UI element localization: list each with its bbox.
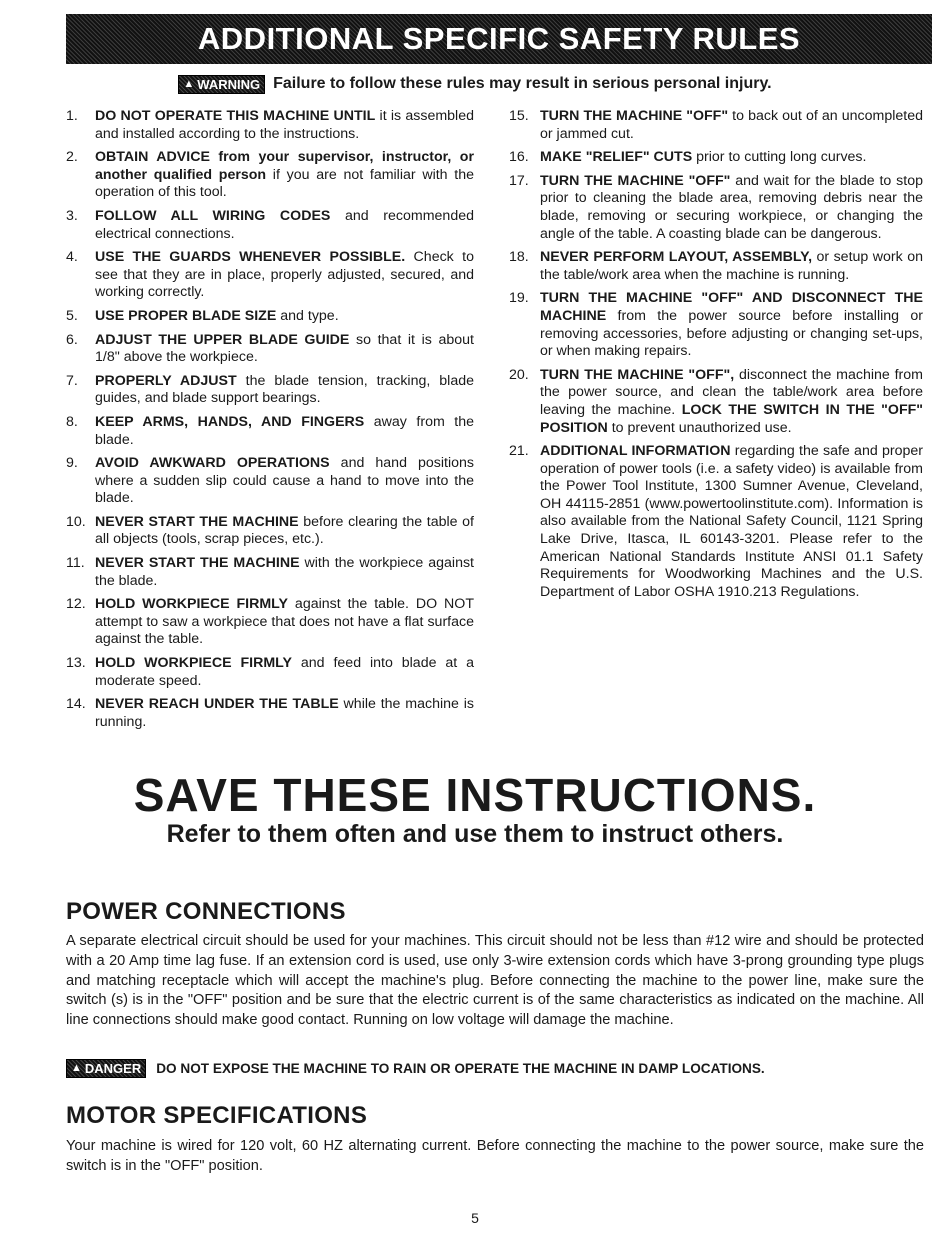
warning-badge xyxy=(178,75,265,94)
rule-item xyxy=(66,414,474,449)
danger-triangle-icon: ▲ xyxy=(71,1062,82,1074)
rule-item xyxy=(66,308,474,326)
rule-item xyxy=(66,514,474,549)
rule-number: 5. xyxy=(66,307,78,324)
rule-emphasis: USE PROPER BLADE SIZE xyxy=(95,307,277,324)
rule-emphasis: NEVER REACH UNDER THE TABLE xyxy=(95,696,339,713)
rule-text xyxy=(95,149,474,202)
rule-item xyxy=(509,149,923,167)
rule-item xyxy=(509,443,923,601)
rule-number: 9. xyxy=(66,455,78,472)
rule-body: away from the blade. xyxy=(95,413,475,448)
rule-number: 11. xyxy=(66,555,85,572)
rule-text xyxy=(95,596,474,649)
banner-title: ADDITIONAL SPECIFIC SAFETY RULES xyxy=(197,21,801,56)
rule-number: 20. xyxy=(509,366,529,383)
rule-item xyxy=(66,455,474,508)
save-instructions-subtitle: Refer to them often and use them to instruct others. xyxy=(166,820,784,848)
rule-item xyxy=(66,655,474,690)
rule-emphasis: NEVER PERFORM LAYOUT, ASSEMBLY, xyxy=(540,249,813,266)
rule-number: 12. xyxy=(66,596,86,613)
rule-item xyxy=(509,173,923,243)
rule-body: to prevent unauthorized use. xyxy=(607,419,792,436)
rule-number: 7. xyxy=(66,372,78,389)
rule-emphasis: OBTAIN ADVICE from your supervisor, instructor, or another qualified person xyxy=(95,149,474,183)
rule-item xyxy=(509,108,923,143)
rule-number: 3. xyxy=(66,207,78,224)
rule-text xyxy=(95,655,474,690)
rule-emphasis: ADJUST THE UPPER BLADE GUIDE xyxy=(95,331,350,348)
rule-emphasis: TURN THE MACHINE "OFF", xyxy=(540,366,735,383)
rule-item xyxy=(66,108,474,143)
rule-emphasis: DO NOT OPERATE THIS MACHINE UNTIL xyxy=(95,108,376,124)
rule-number: 4. xyxy=(66,249,78,266)
rule-emphasis: FOLLOW ALL WIRING CODES xyxy=(95,207,331,224)
rule-body: regarding the safe and proper operation of power tools (i.e. a safety video) is available from the Power Tool Institute, 1300 Sumner Avenue, Cleveland, OH 44115-2851 (www.powertoolinstitute.com). Information is also available from the National Safety Council, 1121 Spring Lake Drive, Itasca, IL 60143-3201. Please refer to the American National Standards Institute ANSI 01.1 Safety Requirements for Woodworking Machines and the U.S. Department of Labor OSHA 1910.213 Regulations. xyxy=(540,443,924,600)
rule-body: if you are not familiar with the operation of this tool. xyxy=(95,166,474,201)
rule-number: 15. xyxy=(509,108,529,124)
rule-item xyxy=(66,149,474,202)
rule-item xyxy=(66,208,474,243)
rule-text xyxy=(540,443,923,601)
rule-emphasis: USE THE GUARDS WHENEVER POSSIBLE. xyxy=(95,249,406,266)
rule-emphasis: KEEP ARMS, HANDS, AND FINGERS xyxy=(95,413,365,430)
power-connections-heading: POWER CONNECTIONS xyxy=(66,898,346,925)
rule-body: disconnect the machine from the power source, and clean the table/work area before leaving the machine. xyxy=(540,366,923,418)
warning-text: Failure to follow these rules may result in serious personal injury. xyxy=(273,75,772,92)
motor-specifications-heading: MOTOR SPECIFICATIONS xyxy=(66,1102,368,1129)
rule-text xyxy=(95,208,474,243)
rule-text xyxy=(95,514,474,549)
rule-text xyxy=(95,308,474,326)
rule-number: 10. xyxy=(66,513,86,530)
rule-body: and hand positions where a sudden slip could cause a hand to move into the blade. xyxy=(95,455,474,507)
rule-body: while the machine is running. xyxy=(95,696,474,730)
rule-body: and recommended electrical connections. xyxy=(95,207,474,242)
warning-badge-label: WARNING xyxy=(197,76,261,92)
rule-text xyxy=(95,696,474,731)
page-number: 5 xyxy=(471,1210,479,1226)
rule-number: 16. xyxy=(509,149,529,166)
rule-number: 19. xyxy=(509,290,529,307)
rule-text xyxy=(540,149,923,167)
rule-number: 14. xyxy=(66,696,86,713)
rule-item xyxy=(66,596,474,649)
rule-body: Check to see that they are in place, properly adjusted, secured, and working correctly. xyxy=(95,249,474,301)
rule-emphasis: PROPERLY ADJUST xyxy=(95,372,237,389)
rule-emphasis: ADDITIONAL INFORMATION xyxy=(540,443,731,460)
rule-item xyxy=(66,373,474,408)
rule-text xyxy=(540,108,923,143)
danger-badge xyxy=(66,1059,146,1078)
rule-number: 13. xyxy=(66,655,86,672)
rule-body: the blade tension, tracking, blade guides, and blade support bearings. xyxy=(95,372,474,407)
rule-item xyxy=(66,696,474,731)
rule-text xyxy=(540,290,923,360)
rule-body: against the table. DO NOT attempt to saw a workpiece that does not have a flat surface against the table. xyxy=(95,596,474,648)
rule-number: 6. xyxy=(66,331,78,348)
rule-text xyxy=(540,367,923,437)
warning-line xyxy=(0,72,950,96)
rule-number: 18. xyxy=(509,249,529,266)
rule-number: 17. xyxy=(509,172,529,189)
rule-text xyxy=(95,249,474,302)
rule-item xyxy=(509,290,923,360)
rule-body: or setup work on the table/work area when the machine is running. xyxy=(540,249,923,283)
rule-number: 1. xyxy=(66,108,78,124)
save-instructions-title: SAVE THESE INSTRUCTIONS. xyxy=(133,769,817,821)
rule-body: to back out of an uncompleted or jammed cut. xyxy=(540,108,923,142)
rule-body: it is assembled and installed according to the instructions. xyxy=(95,108,474,142)
rule-emphasis: HOLD WORKPIECE FIRMLY xyxy=(95,655,292,672)
rule-body: prior to cutting long curves. xyxy=(692,149,867,166)
rule-text xyxy=(95,455,474,508)
rules-right-column xyxy=(509,108,923,607)
rule-text xyxy=(540,249,923,284)
rule-emphasis: TURN THE MACHINE "OFF" xyxy=(540,172,731,189)
rule-number: 2. xyxy=(66,149,78,166)
rule-text xyxy=(95,414,474,449)
rule-text xyxy=(95,555,474,590)
rule-body: before clearing the table of all objects (tools, scrap pieces, etc.). xyxy=(95,513,474,548)
rule-emphasis: LOCK THE SWITCH IN THE "OFF" POSITION xyxy=(540,401,923,436)
rule-item xyxy=(66,332,474,367)
rule-number: 8. xyxy=(66,413,78,430)
danger-text: DO NOT EXPOSE THE MACHINE TO RAIN OR OPERATE THE MACHINE IN DAMP LOCATIONS. xyxy=(156,1060,765,1076)
rule-text xyxy=(540,173,923,243)
power-connections-body: A separate electrical circuit should be used for your machines. This circuit should not be less than #12 wire and should be protected with a 20 Amp time lag fuse. If an extension cord is used, use only 3-wire extension cords which have 3-prong grounding type plugs and matching receptacle which will accept the machine's plug. Before connecting the machine to the power line, make sure the switch (s) is in the "OFF" position and be sure that the electric current is of the same characteristics as indicated on the machine. All line connections should make good contact. Running on low voltage will damage the machine. xyxy=(66,933,924,1029)
rule-item xyxy=(66,555,474,590)
rule-emphasis: NEVER START THE MACHINE xyxy=(95,513,299,530)
rule-emphasis: TURN THE MACHINE "OFF" xyxy=(540,108,729,124)
rule-body: from the power source before installing or removing accessories, before adjusting or changing set-ups, or when making repairs. xyxy=(540,307,923,360)
rule-emphasis: MAKE "RELIEF" CUTS xyxy=(540,149,693,166)
warning-triangle-icon: ▲ xyxy=(183,78,195,90)
rule-body: and type. xyxy=(276,307,339,324)
rule-emphasis: NEVER START THE MACHINE xyxy=(95,555,300,572)
rule-item xyxy=(66,249,474,302)
rule-text xyxy=(95,332,474,367)
rule-text xyxy=(95,373,474,408)
rule-item xyxy=(509,249,923,284)
rule-text xyxy=(95,108,474,143)
rule-item xyxy=(509,367,923,437)
rule-body: so that it is about 1/8" above the workpiece. xyxy=(95,331,474,366)
rule-emphasis: HOLD WORKPIECE FIRMLY xyxy=(95,596,289,613)
rule-body: and wait for the blade to stop prior to cleaning the blade area, removing debris near the blade, removing or securing workpiece, or changing the angle of the table. A coasting blade can be dangerous. xyxy=(540,172,923,242)
rule-number: 21. xyxy=(509,443,529,460)
danger-line xyxy=(66,1057,926,1079)
rule-emphasis: AVOID AWKWARD OPERATIONS xyxy=(95,455,330,472)
motor-specifications-body: Your machine is wired for 120 volt, 60 HZ alternating current. Before connecting the machine to the power source, make sure the switch is in the "OFF" position. xyxy=(66,1138,924,1174)
danger-badge-label: DANGER xyxy=(84,1060,142,1076)
rule-body: and feed into blade at a moderate speed. xyxy=(95,655,474,689)
rule-body: with the workpiece against the blade. xyxy=(95,555,474,589)
safety-rules-banner xyxy=(66,14,932,64)
rules-left-column xyxy=(66,108,474,737)
rule-emphasis: TURN THE MACHINE "OFF" AND DISCONNECT THE MACHINE xyxy=(540,290,923,324)
